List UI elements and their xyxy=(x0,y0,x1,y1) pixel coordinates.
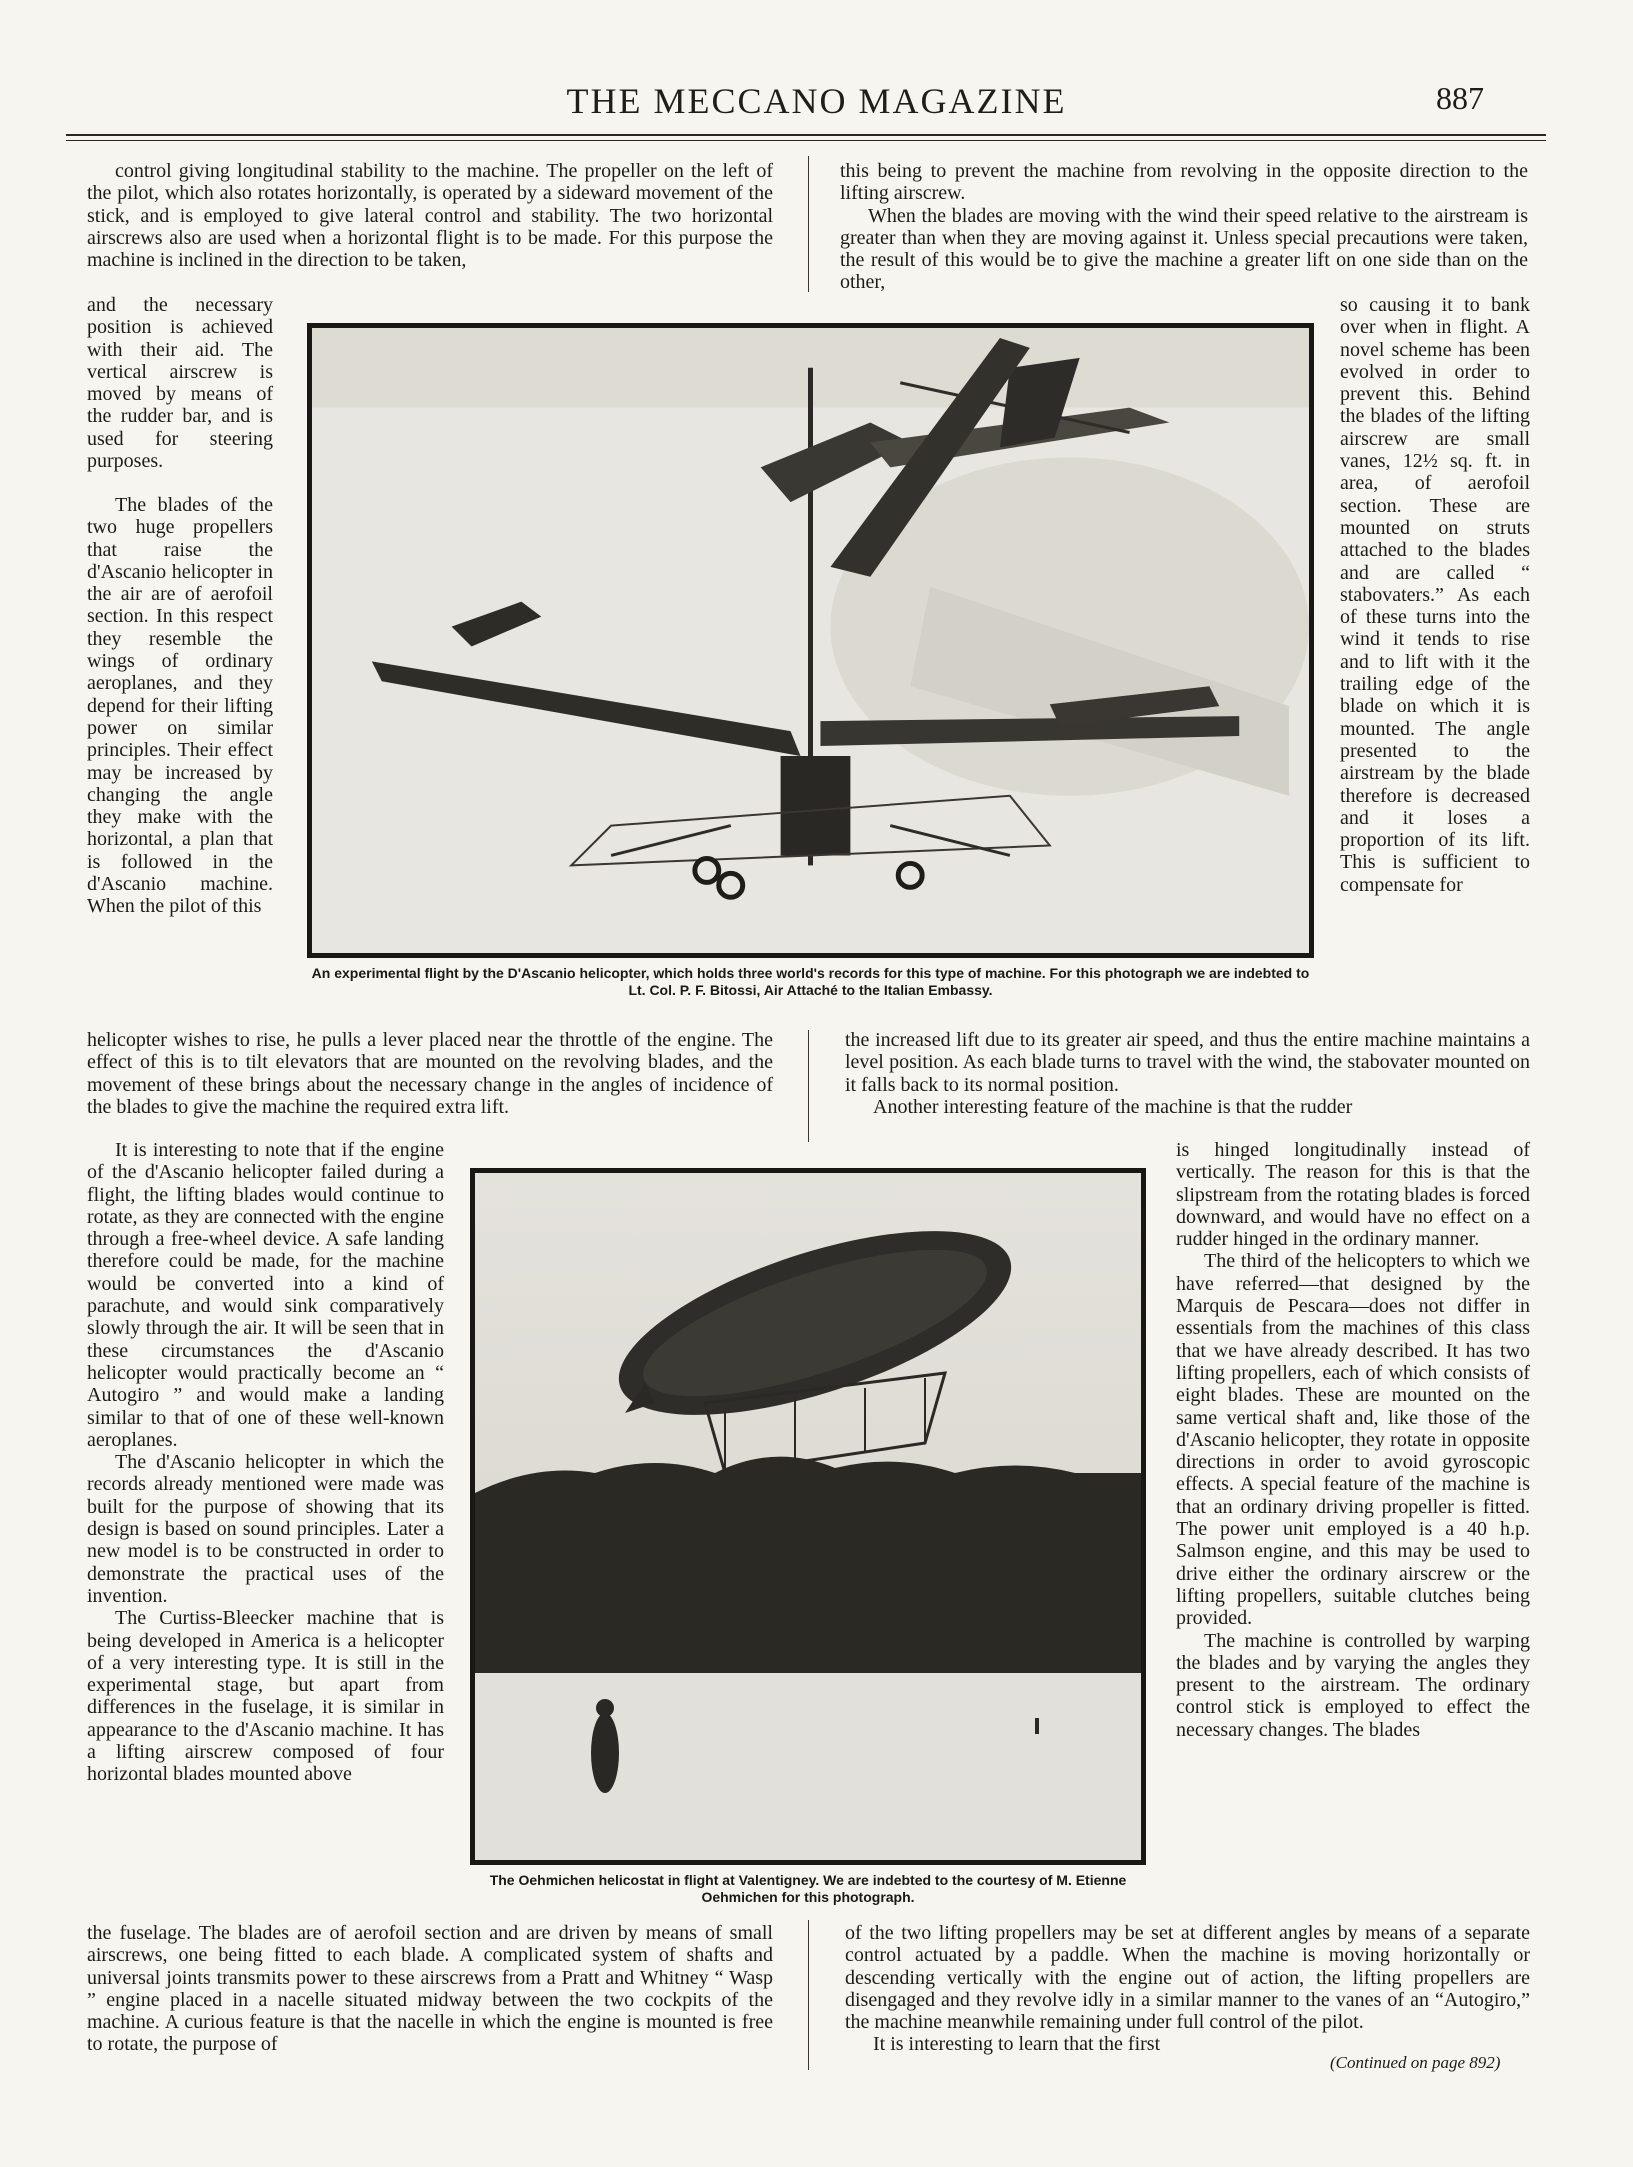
column-divider xyxy=(808,1920,809,2070)
right-column-top: this being to prevent the machine from revolving in the opposite direction to the lifting airscrew. When the blades are moving with the wind their speed relative to the airstream is greater than when they are moving against it. Unless special precautions were taken, the result of this would be to give the machine a greater lift on one side than on the other, xyxy=(840,160,1528,294)
right-column-bottom: of the two lifting propellers may be set at different angles by means of a separate control actuated by a paddle. When the machine is moving horizontally or descending vertically with the engine out of action, the lifting propellers are disengaged and they revolve idly in a similar manner to the vanes of an “Autogiro,” the machine meanwhile remaining under full control of the pilot. It is interesting to learn that the first xyxy=(845,1922,1530,2056)
helicopter-illustration xyxy=(312,328,1309,953)
header-rule xyxy=(66,134,1546,136)
page-header xyxy=(0,80,1633,130)
helicopter-photo xyxy=(307,323,1314,958)
right-narrow-paragraph-1: so causing it to bank over when in flight. A novel scheme has been evolved in order to prevent this. Behind the blades of the lifting airscrew are small vanes, 12½ sq. ft. in area, of aerofoil section. These are mounted on struts attached to the blades and are called “ stabovaters.” As each of these turns into the wind it tends to rise and to lift with it the trailing edge of the blade on which it is mounted. The angle presented to the airstream by the blade therefore is decreased and it loses a proportion of its lift. This is sufficient to compensate for xyxy=(1340,294,1530,896)
left-narrow-paragraph-1: and the necessary position is achieved with their aid. The vertical airscrew is moved by means of the rudder bar, and is used for steering purposes. xyxy=(87,294,273,473)
helicostat-caption: The Oehmichen helicostat in flight at Valentigney. We are indebted to the courtesy of M. Etienne Oehmichen for this photograph. xyxy=(489,1872,1127,1905)
page-number: 887 xyxy=(1436,80,1484,116)
column-divider xyxy=(808,1030,809,1142)
column-divider xyxy=(808,156,809,292)
right-narrow-block-2: is hinged longitudinally instead of vertically. The reason for this is that the slipstream from the rotating blades is forced downward, and would have no effect on a rudder hinged in the ordinary manner. The third of the helicopters to which we have referred—that designed by the Marquis de Pescara—does not differ in essentials from the machines of this class that we have already described. It has two lifting propellers, each of which consists of eight blades. These are mounted on the same vertical shaft and, like those of the d'Ascanio helicopter, they rotate in opposite directions in order to avoid gyroscopic effects. A special feature of the machine is that an ordinary driving propeller is fitted. The power unit employed is a 40 h.p. Salmson engine, and this may be used to drive either the ordinary airscrew or the lifting propellers, suitable clutches being provided. The machine is controlled by warping the blades and by varying the angles they present to the airstream. The ordinary control stick is employed to effect the necessary changes. The blades xyxy=(1176,1139,1530,1741)
left-narrow-paragraph-2: The blades of the two huge propellers that raise the d'Ascanio helicopter in the air are of aerofoil section. In this respect they resemble the wings of ordinary aeroplanes, and they depend for their lifting power on similar principles. Their effect may be increased by changing the angle they make with the horizontal, a plan that is followed in the d'Ascanio machine. When the pilot of this xyxy=(87,494,273,918)
helicostat-photo xyxy=(470,1168,1146,1865)
header-rule-thin xyxy=(66,140,1546,141)
left-column-bottom: the fuselage. The blades are of aerofoil section and are driven by means of small airscrews, one being fitted to each blade. A complicated system of shafts and universal joints transmits power to these airscrews from a Pratt and Whitney “ Wasp ” engine placed in a nacelle situated midway between the two cockpits of the machine. A curious feature is that the nacelle in which the engine is mounted is free to rotate, the purpose of xyxy=(87,1922,773,2056)
left-narrow-block-3: It is interesting to note that if the engine of the d'Ascanio helicopter failed during a flight, the lifting blades would continue to rotate, as they are connected with the engine through a free-wheel device. A safe landing therefore could be made, for the machine would be converted into a kind of parachute, and would sink comparatively slowly through the air. It will be seen that in these circumstances the d'Ascanio helicopter would practically become an “ Autogiro ” and would make a landing similar to that of one of these well-known aeroplanes. The d'Ascanio helicopter in which the records already mentioned were made was built for the purpose of showing that its design is based on sound principles. Later a new model is to be constructed in order to demonstrate the practical uses of the invention. The Curtiss-Bleecker machine that is being developed in America is a helicopter of a very interesting type. It is still in the experimental stage, but apart from differences in the fuselage, it is similar in appearance to the d'Ascanio machine. It has a lifting airscrew composed of four horizontal blades mounted above xyxy=(87,1139,444,1786)
helicostat-illustration xyxy=(475,1173,1141,1860)
continued-note: (Continued on page 892) xyxy=(1330,2053,1501,2072)
magazine-title: THE MECCANO MAGAZINE xyxy=(566,81,1067,121)
left-column-top: control giving longitudinal stability to the machine. The propeller on the left of the pilot, which also rotates horizontally, is operated by a sideward movement of the stick, and is employed to give lateral control and stability. The two horizontal airscrews also are used when a horizontal flight is to be made. For this purpose the machine is inclined in the direction to be taken, xyxy=(87,160,773,272)
right-column-mid: the increased lift due to its greater air speed, and thus the entire machine maintains a level position. As each blade turns to travel with the wind, the stabovater mounted on it falls back to its normal position. Another interesting feature of the machine is that the rudder xyxy=(845,1029,1530,1118)
helicopter-caption: An experimental flight by the D'Ascanio helicopter, which holds three world's records for this type of machine. For this photograph we are indebted to Lt. Col. P. F. Bitossi, Air Attaché to the Italian Embassy. xyxy=(311,965,1310,998)
left-column-mid: helicopter wishes to rise, he pulls a lever placed near the throttle of the engine. The effect of this is to tilt elevators that are mounted on the revolving blades, and the movement of these brings about the necessary change in the angles of incidence of the blades to give the machine the required extra lift. xyxy=(87,1029,773,1118)
